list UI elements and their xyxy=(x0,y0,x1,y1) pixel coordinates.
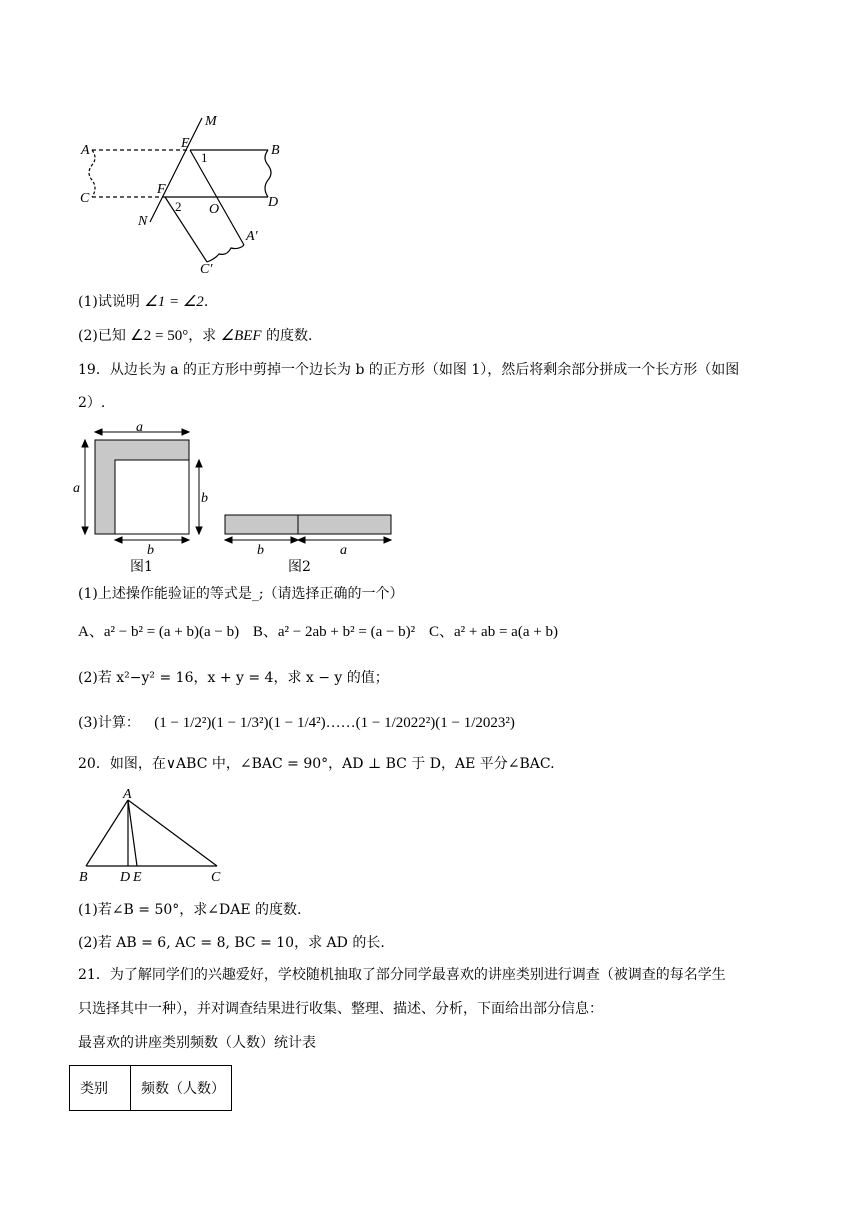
q18-part2: (2)已知 ∠2 = 50°，求 ∠BEF 的度数. xyxy=(78,328,313,344)
fig2-b: b xyxy=(257,543,264,558)
q20-stem: 20．如图，在∨ABC 中，∠BAC = 90°，AD ⊥ BC 于 D，AE 平分∠BAC. xyxy=(78,756,555,772)
tri-label-B: B xyxy=(79,870,88,885)
fig1-a-left: a xyxy=(73,481,80,496)
tri-label-C: C xyxy=(211,870,221,885)
tri-label-D: D xyxy=(120,870,131,885)
fig1-b-right: b xyxy=(201,491,208,506)
fig2-caption: 图2 xyxy=(288,559,311,575)
q21-stem-line2: 只选择其中一种），并对调查结果进行收集、整理、描述、分析，下面给出部分信息： xyxy=(78,1001,603,1017)
fig1-a-top: a xyxy=(136,420,143,435)
q21-frequency-table xyxy=(69,1065,232,1111)
q19-stem-line2: 2）. xyxy=(78,395,106,411)
q19-part2: (2)若 x²−y² = 16，x + y = 4，求 x − y 的值； xyxy=(78,670,389,686)
q19-option-b: B、a² − 2ab + b² = (a − b)² xyxy=(252,624,416,640)
label-F: F xyxy=(157,182,166,197)
label-M: M xyxy=(205,114,217,129)
table-row xyxy=(70,1066,232,1111)
angle-1-label: 1 xyxy=(201,150,208,165)
q19-option-a: A、a² − b² = (a + b)(a − b) xyxy=(78,624,240,640)
q20-figure xyxy=(70,786,240,886)
table-header-category: 类别 xyxy=(70,1066,131,1111)
fig1-b-bottom: b xyxy=(147,543,154,558)
table-header-frequency: 频数（人数） xyxy=(131,1066,232,1111)
label-D: D xyxy=(268,195,279,210)
tri-label-E: E xyxy=(133,870,142,885)
label-C: C xyxy=(80,191,90,206)
q19-figures xyxy=(70,418,410,578)
q19-figure2 xyxy=(225,515,391,575)
fig1-caption: 图1 xyxy=(130,559,153,575)
label-E: E xyxy=(181,136,190,151)
tri-label-A: A xyxy=(123,787,132,802)
q18-part1: (1)试说明 ∠1 = ∠2. xyxy=(78,294,209,310)
q18-figure xyxy=(70,110,300,280)
label-A-prime: A′ xyxy=(246,229,258,244)
q21-stem-line1: 21．为了解同学们的兴趣爱好，学校随机抽取了部分同学最喜欢的讲座类别进行调查（被调查的每名学生 xyxy=(78,967,726,983)
q19-option-c: C、a² + ab = a(a + b) xyxy=(428,624,558,640)
q19-options xyxy=(78,622,558,642)
angle-2-label: 2 xyxy=(175,199,182,214)
label-O: O xyxy=(209,202,220,217)
q21-table-title: 最喜欢的讲座类别频数（人数）统计表 xyxy=(78,1035,316,1051)
label-C-prime: C′ xyxy=(200,262,213,277)
q19-part3: (3)计算： (1 − 1/2²)(1 − 1/3²)(1 − 1/4²)……(1 − 1/2022²)(1 − 1/2023²) xyxy=(78,715,515,731)
q20-part2: (2)若 AB = 6, AC = 8, BC = 10，求 AD 的长. xyxy=(78,935,385,951)
label-A: A xyxy=(81,143,90,158)
q19-stem-line1: 19．从边长为 a 的正方形中剪掉一个边长为 b 的正方形（如图 1），然后将剩余部分拼成一个长方形（如图 xyxy=(78,362,740,378)
fig2-a: a xyxy=(340,543,347,558)
q20-part1: (1)若∠B = 50°，求∠DAE 的度数. xyxy=(78,902,302,918)
q19-part1: (1)上述操作能验证的等式是_;（请选择正确的一个） xyxy=(78,586,404,602)
q19-figure1 xyxy=(73,420,208,575)
label-N: N xyxy=(138,214,148,229)
label-B: B xyxy=(271,143,280,158)
q19-part3-expression: (1 − 1/2²)(1 − 1/3²)(1 − 1/4²)……(1 − 1/2022²)(1 − 1/2023²) xyxy=(154,715,515,731)
